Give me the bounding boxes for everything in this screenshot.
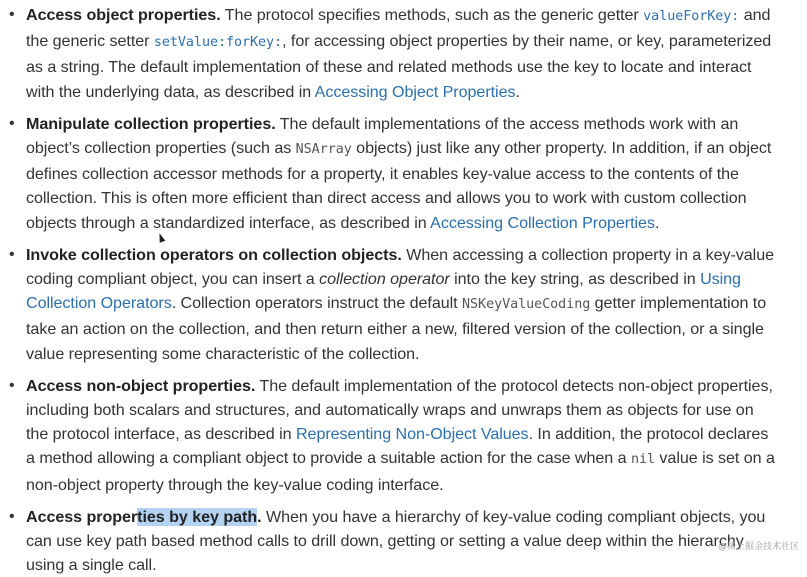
link-accessing-object-properties[interactable]: Accessing Object Properties xyxy=(314,82,516,101)
item-text: getter implementation to take an action on the collection, and then return either a new, filtered version of the collection, or a single value representing some characteristic of the collection. xyxy=(26,294,767,363)
selected-text-highlight[interactable]: ties by key path xyxy=(137,507,258,526)
item-text: When accessing a collection property in a key-value coding compliant object, you can insert a xyxy=(26,245,775,289)
watermark: @稀土掘金技术社区 xyxy=(717,542,799,552)
item-text: . xyxy=(515,82,520,101)
item-text: and the generic setter xyxy=(26,6,771,51)
item-text: , for accessing object properties by their name, or key, parameterized as a string. The default implementation of these and related methods use the key to locate and interact with the underlying data, as described in xyxy=(26,32,772,101)
item-heading-part: Access proper xyxy=(26,507,138,526)
item-heading: Invoke collection operators on collection objects. xyxy=(26,245,402,264)
item-heading: Access object properties. xyxy=(26,6,221,24)
code-nsarray: NSArray xyxy=(295,142,352,158)
term-collection-operator: collection operator xyxy=(319,270,450,289)
item-text: When you have a hierarchy of key-value coding compliant objects, you can use key path based method calls to drill down, getting or setting a value deep within the hierarchy using a single call. xyxy=(26,507,766,575)
code-nil: nil xyxy=(630,452,655,468)
item-text: The default implementations of the access methods work with an object’s collection properties (such as xyxy=(26,114,739,158)
feature-list xyxy=(0,3,807,577)
item-text: The protocol specifies methods, such as the generic getter xyxy=(220,6,644,24)
code-value-for-key[interactable]: valueForKey: xyxy=(643,9,740,24)
item-text: value is set on a non-object property through the key-value coding interface. xyxy=(26,449,775,494)
list-item-manipulate-collection-properties xyxy=(0,112,807,235)
item-text: . In addition, the protocol declares a method allowing a compliant object to provide a suitable action for the case when a xyxy=(26,425,769,468)
link-using-collection-operators[interactable]: Using Collection Operators xyxy=(26,270,741,313)
item-text: objects) just like any other property. In addition, if an object defines collection accessor methods for a property, it enables key-value access to the contents of the collection. This is often more efficient than direct access and allows you to work with custom collection objects through a standardized interface, as described in xyxy=(26,139,772,232)
item-text: The default implementation of the protocol detects non-object properties, including both scalars and structures, and automatically wraps and unwraps them as objects for use on the protocol interface, as described in xyxy=(26,376,773,444)
item-text: into the key string, as described in xyxy=(449,270,701,289)
link-accessing-collection-properties[interactable]: Accessing Collection Properties xyxy=(430,213,655,232)
item-text: . xyxy=(654,213,660,232)
item-heading: Manipulate collection properties. xyxy=(26,114,276,133)
list-item-access-properties-by-key-path xyxy=(0,505,807,577)
code-nskeyvaluecoding: NSKeyValueCoding xyxy=(462,297,591,313)
list-item-invoke-collection-operators xyxy=(0,243,807,366)
item-heading-part: . xyxy=(257,507,262,526)
item-text: . Collection operators instruct the default xyxy=(171,294,463,313)
link-representing-non-object-values[interactable]: Representing Non-Object Values xyxy=(295,425,529,444)
item-heading[interactable] xyxy=(26,508,262,526)
list-item-access-object-properties xyxy=(0,3,807,104)
code-set-value-for-key[interactable]: setValue:forKey: xyxy=(153,35,283,51)
list-item-access-non-object-properties xyxy=(0,374,807,497)
item-heading: Access non-object properties. xyxy=(26,376,256,395)
